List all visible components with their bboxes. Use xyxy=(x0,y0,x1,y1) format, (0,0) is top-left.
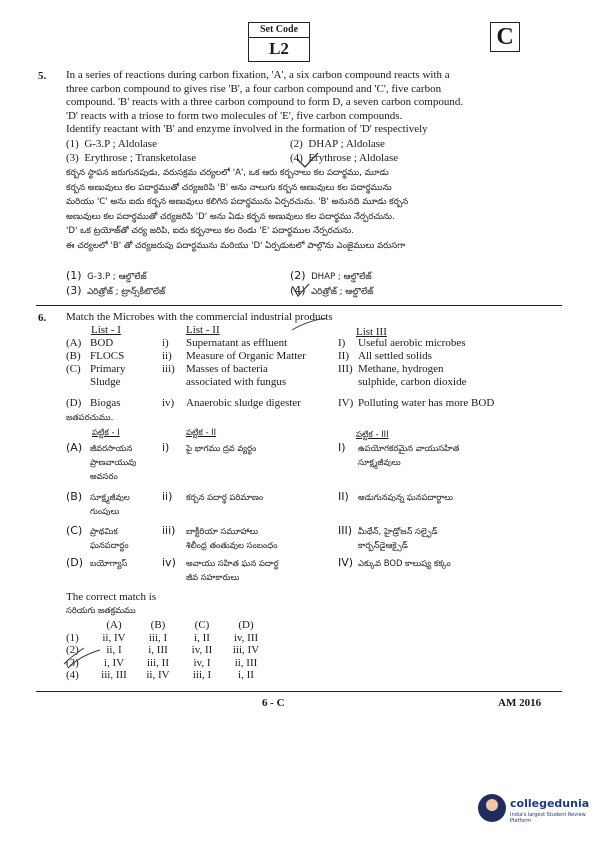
exam-code: AM 2016 xyxy=(498,697,542,709)
q5-tel-option-4: (4) ఎరిత్రోజ్ ; ఆల్డొలేజ్ xyxy=(290,284,374,297)
q5-option-1: (1) G-3.P ; Aldolase xyxy=(66,138,157,150)
correct-match-label: The correct match is xyxy=(66,591,157,603)
logo-tagline: India's largest Student Review Platform xyxy=(510,812,586,824)
set-code-value: L2 xyxy=(269,39,289,58)
q5-line: Identify reactant with 'B' and enzyme involved in the formation of 'D' respectively xyxy=(66,123,428,136)
q5-telugu-line: ఈ చర్యలలో 'B' తో చర్యజరుపు పదార్థమును మరియు 'D' ఏర్పడుటలో పాల్గొను ఎంజైములు వరుసగా xyxy=(66,240,406,251)
q5-line: 'D' reacts with a triose to form two molecules of 'E', five carbon compounds. xyxy=(66,109,403,122)
q5-telugu-line: కర్బన అణువులు కల పదార్థముతో చర్యజరిపి 'B' అను నాలుగు కర్బన అణువులు కల పదార్థమును xyxy=(66,182,392,193)
match-option-row: (3) i, IV iii, II iv, I ii, III xyxy=(66,656,258,669)
q5-english-text xyxy=(66,69,463,137)
q5-tel-option-3: (3) ఎరిత్రోజ్ ; ట్రాన్స్‌కీటొలేజ్ xyxy=(66,284,166,297)
q5-line: compound. 'B' reacts with a three carbon compound to form D, a seven carbon compound. xyxy=(66,96,464,109)
set-code-box xyxy=(248,22,310,62)
q5-telugu-text xyxy=(66,166,408,254)
collegedunia-logo xyxy=(478,788,590,828)
tel-list1-header: పట్టిక - I xyxy=(92,427,120,437)
q5-option-4: (4) Erythrose ; Aldolase xyxy=(290,152,399,164)
q5-line: three carbon compound to gives rise 'B', a four carbon compound and 'C', five carbon xyxy=(66,82,442,95)
q5-line: In a series of reactions during carbon fixation, 'A', a six carbon compound reacts with a xyxy=(66,69,450,81)
pen-stroke-icon xyxy=(290,316,330,332)
q5-telugu-line: అణువులు కల పదార్థముతో చర్యజరిపి 'D' అను ఏడు కర్బన అణువులు కల పదార్థము నేర్పరచును. xyxy=(66,211,395,222)
tick-mark-icon xyxy=(290,283,312,299)
q6-question: Match the Microbes with the commercial industrial products xyxy=(66,311,333,323)
pen-scribble-icon xyxy=(62,644,104,670)
q5-telugu-line: కర్బన స్థాపన జరుగునపుడు, వరుసక్రమ చర్యలలో 'A', ఒక ఆరు కర్బనాలు కల పదార్థము, మూడు xyxy=(66,168,389,178)
match-option-row: (4) iii, III ii, IV iii, I i, II xyxy=(66,669,254,682)
match-option-row: (1) ii, IV iii, I i, II iv, III xyxy=(66,631,259,644)
list2-header: List - II xyxy=(186,324,220,336)
q5-option-3: (3) Erythrose ; Transketolase xyxy=(66,152,197,164)
q5-telugu-line: మరియు 'C' అను ఐదు కర్బన అణువులు కలిగిన పదార్థమును ఏర్పరచును. 'B' అనునది మూడు కర్బన xyxy=(66,197,409,208)
section-divider xyxy=(36,305,562,306)
q5-number: 5. xyxy=(38,70,47,82)
q5-telugu-line: 'D' ఒక ట్రయోజ్‌తో చర్య జరిపి, ఐదు కర్బనాలు కల రెండు 'E' పదార్థముల నేర్పరచును. xyxy=(66,226,354,237)
list1-header: List - I xyxy=(91,324,121,336)
telugu-intro: జతపరచుము. xyxy=(66,412,114,422)
avatar-icon xyxy=(478,794,506,822)
logo-name: collegedunia xyxy=(510,797,590,810)
correct-match-telugu: సరియగు జతక్రమము xyxy=(66,605,136,615)
q6-number: 6. xyxy=(38,312,47,324)
match-header-row: (A) (B) (C) (D) xyxy=(106,619,254,631)
paper-letter-box: C xyxy=(490,22,520,52)
section-divider xyxy=(36,691,562,692)
q5-tel-option-2: (2) DHAP ; ఆల్డొలేజ్ xyxy=(290,269,372,282)
q5-option-2: (2) DHAP ; Aldolase xyxy=(290,138,385,150)
tel-list2-header: పట్టిక - II xyxy=(186,427,217,437)
match-option-row: (2) ii, I i, III iv, II iii, IV xyxy=(66,644,260,657)
q5-tel-option-1: (1) G-3.P ; ఆల్డొలేజ్ xyxy=(66,269,147,282)
page-number: 6 - C xyxy=(262,697,285,709)
set-code-label: Set Code xyxy=(249,23,309,38)
list3-header: List III xyxy=(356,326,387,338)
tel-list3-header: పట్టిక - III xyxy=(356,429,389,439)
